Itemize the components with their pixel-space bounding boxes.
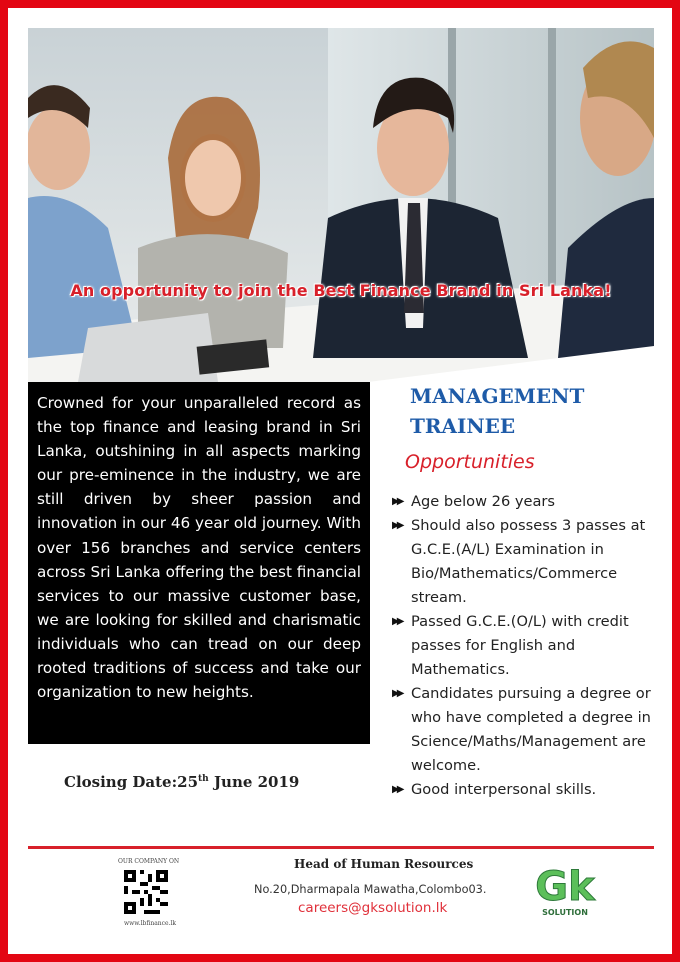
footer-divider bbox=[28, 846, 654, 849]
qr-code-icon[interactable] bbox=[124, 870, 168, 914]
requirements-list bbox=[392, 490, 654, 802]
address: No.20,Dharmapala Mawatha,Colombo03. bbox=[254, 883, 487, 896]
intro-box bbox=[28, 382, 370, 744]
logo-letters: Gk bbox=[535, 864, 595, 910]
company-logo bbox=[530, 858, 600, 918]
double-arrow-icon: ▶▶ bbox=[392, 688, 402, 699]
list-item: ▶▶ Should also possess 3 passes at G.C.E.(A/L) Examination in Bio/Mathematics/Commerce stream. bbox=[392, 514, 654, 610]
list-item: ▶▶ Age below 26 years bbox=[392, 490, 654, 514]
our-company-label: OUR COMPANY ON bbox=[118, 858, 180, 865]
hr-title: Head of Human Resources bbox=[294, 857, 474, 871]
double-arrow-icon: ▶▶ bbox=[392, 616, 402, 627]
job-title-line2: TRAINEE bbox=[410, 414, 516, 438]
list-item: ▶▶ Good interpersonal skills. bbox=[392, 778, 654, 802]
double-arrow-icon: ▶▶ bbox=[392, 496, 402, 507]
email-link[interactable]: careers@gksolution.lk bbox=[298, 900, 448, 916]
hero-photo bbox=[28, 28, 654, 382]
website-link[interactable]: www.lbfinance.lk bbox=[124, 920, 177, 927]
double-arrow-icon: ▶▶ bbox=[392, 520, 402, 531]
list-item: ▶▶ Passed G.C.E.(O/L) with credit passes for English and Mathematics. bbox=[392, 610, 654, 682]
intro-paragraph: Crowned for your unparalleled record as the top finance and leasing brand in Sri Lanka, outshining in all aspects marking our pre-eminence in the industry, we are still driven by sheer passion and innovation in our 46 year old journey. With over 156 branches and service centers across Sri Lanka offering the best financial services to our massive customer base, we are looking for skilled and charismatic individuals who can tread on our deep rooted traditions of success and take our organization to new heights. bbox=[37, 394, 361, 702]
job-title bbox=[410, 381, 584, 441]
banner-text: An opportunity to join the Best Finance Brand in Sri Lanka! bbox=[70, 281, 612, 300]
logo-subtext: SOLUTION bbox=[542, 908, 588, 917]
list-item: ▶▶ Candidates pursuing a degree or who have completed a degree in Science/Maths/Management are welcome. bbox=[392, 682, 654, 778]
job-title-line1: MANAGEMENT bbox=[410, 384, 585, 408]
double-arrow-icon: ▶▶ bbox=[392, 784, 402, 795]
opportunities-heading: Opportunities bbox=[405, 451, 535, 473]
closing-date: Closing Date:25th June 2019 bbox=[64, 773, 300, 791]
